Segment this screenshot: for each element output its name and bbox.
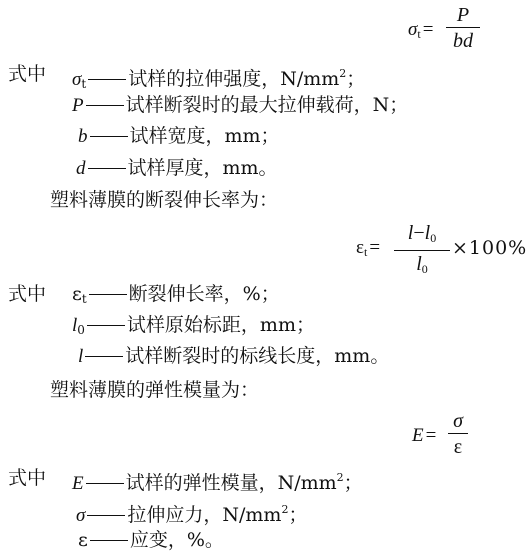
em-dash xyxy=(86,483,124,484)
formula-3-lhs xyxy=(412,424,436,448)
def-superscript: 2 xyxy=(336,471,344,484)
em-dash xyxy=(87,515,125,516)
formula-1-fraction-bar xyxy=(446,27,480,28)
def-3-row-2 xyxy=(78,528,224,552)
formula-2-times: ×100% xyxy=(452,237,528,259)
def-tail: ； xyxy=(288,504,308,526)
def-symbol: l xyxy=(78,346,84,367)
def-symbol: l xyxy=(72,315,78,336)
def-symbol: ε xyxy=(78,529,88,551)
formula-3-fraction xyxy=(448,410,468,458)
def-1-row-1 xyxy=(72,93,408,118)
def-symbol-subscript: t xyxy=(81,77,87,91)
def-symbol: P xyxy=(72,95,84,116)
where-label-1: 式中 xyxy=(8,63,47,85)
def-text: 断裂伸长率，%； xyxy=(128,283,280,305)
def-1-row-2 xyxy=(78,124,280,149)
def-symbol: E xyxy=(72,473,84,494)
numerator-l: l xyxy=(407,222,414,244)
formula-2-numerator xyxy=(394,222,450,249)
def-1-row-0 xyxy=(72,62,365,96)
em-dash xyxy=(88,168,126,169)
def-text: 试样原始标距，mm； xyxy=(126,314,315,336)
formula-1-subscript: t xyxy=(417,27,421,41)
def-2-row-0 xyxy=(72,282,280,311)
em-dash xyxy=(87,325,125,326)
def-3-row-0 xyxy=(72,466,363,496)
def-2-row-2 xyxy=(78,344,389,369)
where-label-2: 式中 xyxy=(8,283,47,305)
def-2-row-1 xyxy=(72,313,315,342)
def-tail: ； xyxy=(343,472,363,494)
def-symbol: b xyxy=(78,126,88,147)
def-tail: ； xyxy=(346,68,366,90)
formula-2-denominator xyxy=(394,253,450,280)
def-text: 应变，%。 xyxy=(129,529,224,551)
def-3-row-1 xyxy=(76,498,307,528)
formula-1-lhs xyxy=(408,18,433,46)
def-text: 试样断裂时的最大拉伸载荷，N； xyxy=(125,94,409,116)
def-text: 试样宽度，mm； xyxy=(129,125,280,147)
em-dash xyxy=(90,540,128,541)
paragraph-elastic-modulus: 塑料薄膜的弹性模量为： xyxy=(50,379,260,401)
formula-2-subscript: t xyxy=(363,245,368,259)
em-dash xyxy=(86,105,124,106)
formula-1-equals: = xyxy=(422,19,434,40)
formula-2-symbol: ε xyxy=(356,237,364,258)
formula-2-fraction-bar xyxy=(394,250,450,251)
formula-1-symbol: σ xyxy=(408,19,418,40)
formula-2-lhs xyxy=(356,236,380,264)
em-dash xyxy=(90,136,128,137)
def-1-row-3 xyxy=(76,156,278,181)
def-symbol: σ xyxy=(72,69,82,90)
def-text: 试样的拉伸强度，N/mm xyxy=(128,68,340,90)
denominator-l: l xyxy=(416,253,422,275)
def-symbol: d xyxy=(76,158,86,179)
def-text: 拉伸应力，N/mm xyxy=(127,504,282,526)
formula-3-numerator: σ xyxy=(453,410,463,432)
def-symbol-subscript: 0 xyxy=(77,323,85,337)
formula-3-fraction-bar xyxy=(448,433,468,434)
formula-3-denominator: ε xyxy=(453,436,463,458)
formula-1-numerator: P xyxy=(456,4,470,26)
denominator-subscript: 0 xyxy=(421,262,428,276)
em-dash xyxy=(88,79,126,80)
numerator-l0-subscript: 0 xyxy=(430,231,437,245)
def-superscript: 2 xyxy=(339,67,347,80)
def-text: 试样厚度，mm。 xyxy=(127,157,278,179)
def-symbol-subscript: t xyxy=(81,292,87,306)
formula-2-fraction xyxy=(394,222,450,280)
paragraph-elongation: 塑料薄膜的断裂伸长率为： xyxy=(50,189,279,211)
def-symbol: ε xyxy=(72,283,82,305)
formula-2-equals: = xyxy=(369,237,381,258)
numerator-l0: l xyxy=(424,222,431,244)
formula-3-symbol: E xyxy=(412,425,424,446)
def-text: 试样断裂时的标线长度，mm。 xyxy=(125,345,390,367)
def-superscript: 2 xyxy=(281,503,289,516)
em-dash xyxy=(89,294,127,295)
formula-3-equals: = xyxy=(425,425,437,446)
em-dash xyxy=(85,356,123,357)
formula-1-fraction xyxy=(446,4,480,52)
formula-1-denominator: bd xyxy=(453,30,473,52)
def-text: 试样的弹性模量，N/mm xyxy=(125,472,337,494)
numerator-minus: − xyxy=(413,222,425,244)
def-symbol: σ xyxy=(76,505,86,526)
where-label-3: 式中 xyxy=(8,467,47,489)
